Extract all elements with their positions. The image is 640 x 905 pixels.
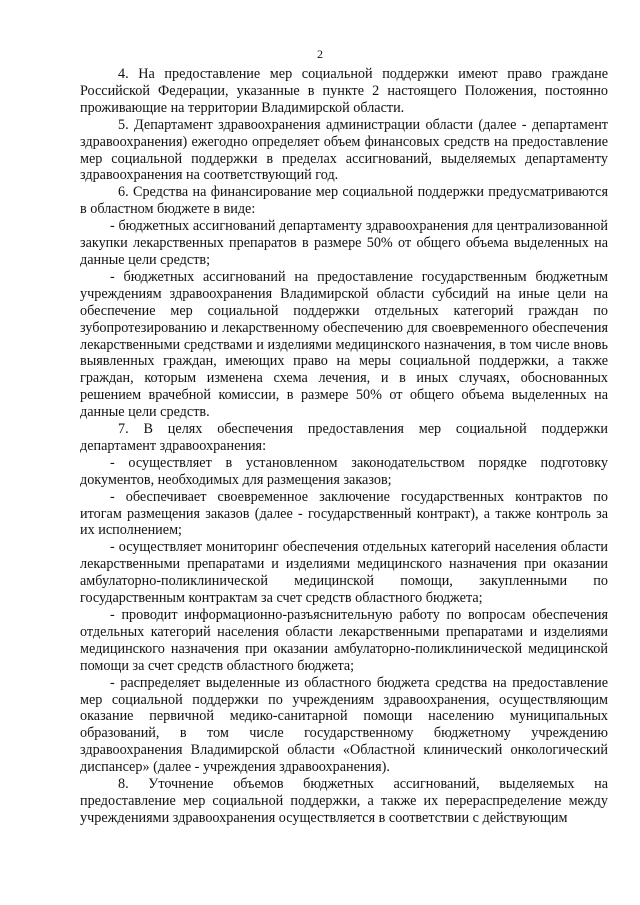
paragraph-7-item-3: - осуществляет мониторинг обеспечения отдельных категорий населения области лекарственными препаратами и изделиями медицинского назначения при оказании амбулаторно-поликлинической медицинской помощи, закупленными по государственным контрактам за счет средств областного бюджета; — [80, 539, 608, 607]
paragraph-6: 6. Средства на финансирование мер социальной поддержки предусматриваются в областном бюджете в виде: — [80, 184, 608, 218]
paragraph-7-item-2: - обеспечивает своевременное заключение государственных контрактов по итогам размещения заказов (далее - государственный контракт), а также контроль за их исполнением; — [80, 488, 608, 539]
paragraph-7: 7. В целях обеспечения предоставления мер социальной поддержки департамент здравоохранения: — [80, 421, 608, 454]
paragraph-7-item-1: - осуществляет в установленном законодательством порядке подготовку документов, необходимых для размещения заказов; — [80, 454, 608, 488]
paragraph-8: 8. Уточнение объемов бюджетных ассигнований, выделяемых на предоставление мер социальной поддержки, а также их перераспределение между учреждениями здравоохранения осуществляется в соответствии с действующим — [80, 776, 608, 826]
page-number: 2 — [317, 47, 323, 61]
paragraph-6-item-2: - бюджетных ассигнований на предоставление государственным бюджетным учреждениям здравоохранения Владимирской области субсидий на иные цели на обеспечение мер социальной поддержки отдельных категорий граждан по зубопротезированию и лекарственному обеспечению для своевременного обеспечения лекарственными средствами и изделиями медицинского назначения, в том числе вновь выявленных граждан, имеющих право на меры социальной поддержки, а также граждан, которым изменена схема лечения, и в иных случаях, обоснованных решением врачебной комиссии, в размере 50% от общего объема выделенных на данные цели средств. — [80, 268, 608, 421]
paragraph-6-item-1: - бюджетных ассигнований департаменту здравоохранения для централизованной закупки лекарственных препаратов в размере 50% от общего объема выделенных на данные цели средств; — [80, 218, 608, 268]
paragraph-4: 4. На предоставление мер социальной поддержки имеют право граждане Российской Федерации, указанные в пункте 2 настоящего Положения, постоянно проживающие на территории Владимирской области. — [80, 66, 608, 116]
paragraph-7-item-5: - распределяет выделенные из областного бюджета средства на предоставление мер социальной поддержки по учреждениям здравоохранения, осуществляющим оказание первичной медико-санитарной помощи населению муниципальных образований, в том числе государственному бюджетному учреждению здравоохранения Владимирской области «Областной клинический онкологический диспансер» (далее - учреждения здравоохранения). — [80, 674, 608, 776]
paragraph-5: 5. Департамент здравоохранения администрации области (далее - департамент здравоохранения) ежегодно определяет объем финансовых средств на предоставление мер социальной поддержки в пределах ассигнований, выделяемых департаменту здравоохранения на соответствующий год. — [80, 116, 608, 184]
paragraph-7-item-4: - проводит информационно-разъяснительную работу по вопросам обеспечения отдельных категорий населения области лекарственными препаратами и изделиями медицинского назначения при оказании амбулаторно-поликлинической медицинской помощи за счет средств областного бюджета; — [80, 607, 608, 674]
document-body — [80, 66, 608, 827]
